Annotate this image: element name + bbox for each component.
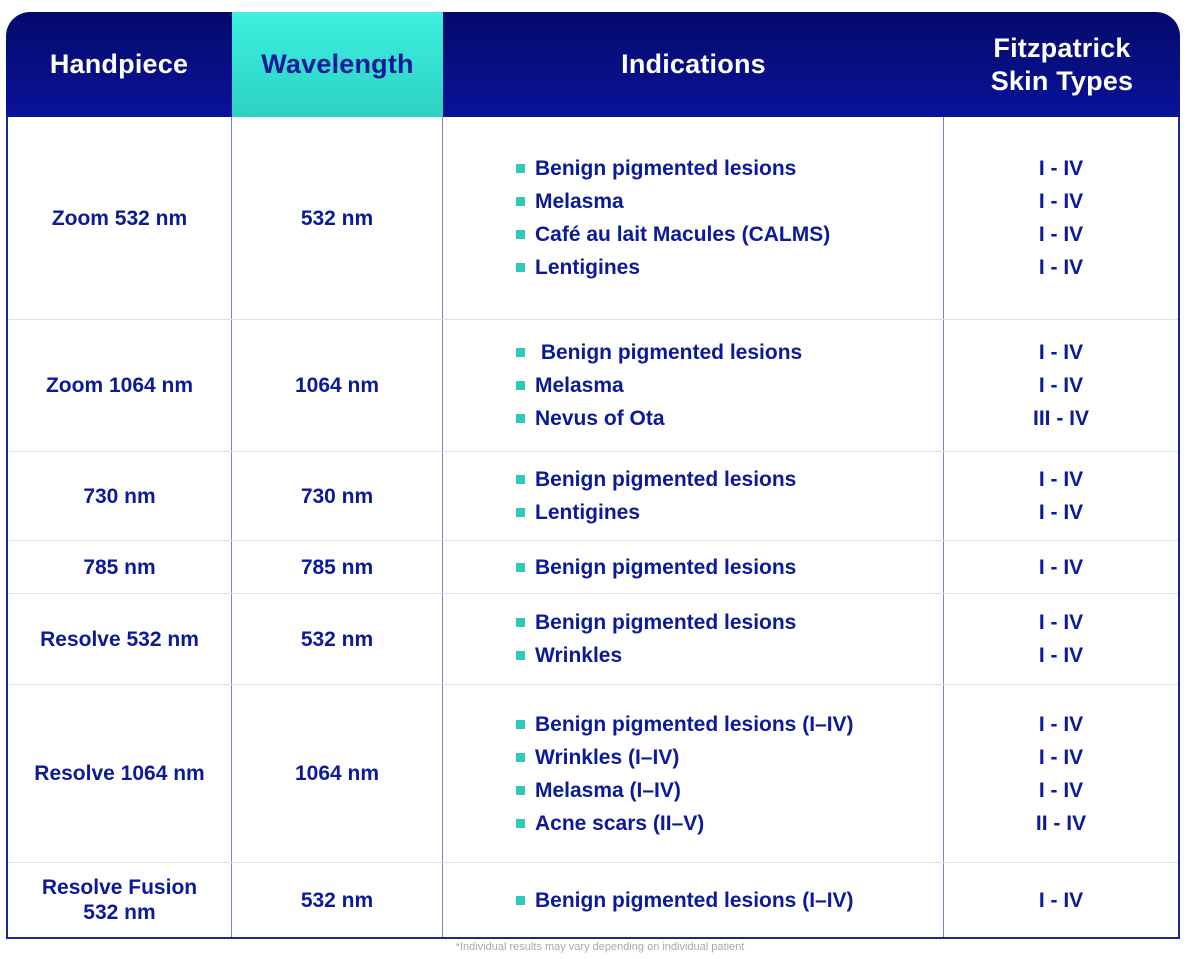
skin-type-text: I - IV: [1038, 468, 1084, 491]
skin-type-text: I - IV: [1038, 555, 1084, 579]
square-bullet-icon: [516, 819, 525, 828]
skin-type-text: I - IV: [1038, 745, 1084, 769]
skin-type-text: II - IV: [1035, 811, 1087, 835]
indications-cell: [443, 594, 944, 684]
indication-text: Benign pigmented lesions: [535, 555, 797, 579]
list-item: [516, 218, 830, 251]
header-skin-types-line1: Fitzpatrick: [993, 32, 1131, 63]
list-item: [516, 251, 830, 284]
table-row: [8, 862, 1178, 937]
indication-text: Melasma: [535, 374, 624, 397]
handpiece-line1: Resolve Fusion: [41, 876, 198, 899]
list-item: [516, 463, 796, 496]
indication-text: Café au lait Macules (CALMS): [535, 223, 831, 246]
header-wavelength: Wavelength: [232, 12, 443, 117]
indications-cell: [443, 117, 944, 319]
list-item: [516, 185, 830, 218]
handpiece-cell: Zoom 532 nm: [8, 117, 232, 319]
square-bullet-icon: [516, 164, 525, 173]
table-row: [8, 540, 1178, 593]
indications-list: [516, 152, 830, 284]
list-item: [516, 639, 796, 672]
handpiece-cell: Resolve 1064 nm: [8, 685, 232, 862]
square-bullet-icon: [516, 263, 525, 272]
wavelength-cell: 1064 nm: [232, 685, 443, 862]
skin-type-text: I - IV: [1038, 644, 1084, 667]
indications-cell: [443, 541, 944, 593]
skin-types-cell: [944, 452, 1178, 540]
wavelength-cell: 532 nm: [232, 594, 443, 684]
handpiece-line2: 532 nm: [83, 901, 156, 924]
square-bullet-icon: [516, 381, 525, 390]
header-skin-types-line2: Skin Types: [990, 65, 1134, 96]
table-row: [8, 451, 1178, 540]
square-bullet-icon: [516, 720, 525, 729]
indication-text: Melasma: [535, 190, 624, 213]
header-skin-types: [944, 12, 1180, 117]
table-row: [8, 319, 1178, 451]
list-item: [516, 741, 854, 774]
skin-type-text: I - IV: [1038, 501, 1084, 524]
skin-type-text: I - IV: [1038, 190, 1084, 213]
wavelength-cell: 730 nm: [232, 452, 443, 540]
indications-list: [516, 336, 802, 435]
list-item: [516, 152, 830, 185]
indications-list: [516, 463, 796, 529]
indications-list: [516, 551, 796, 584]
list-item: [516, 551, 796, 584]
list-item: [516, 606, 796, 639]
wavelength-cell: 1064 nm: [232, 320, 443, 451]
handpiece-cell: Resolve 532 nm: [8, 594, 232, 684]
list-item: [516, 336, 802, 369]
square-bullet-icon: [516, 348, 525, 357]
square-bullet-icon: [516, 786, 525, 795]
indication-text: Benign pigmented lesions (I–IV): [535, 888, 854, 912]
skin-type-text: I - IV: [1038, 256, 1084, 279]
indication-text: Wrinkles (I–IV): [535, 745, 680, 769]
skin-type-text: I - IV: [1038, 341, 1084, 364]
skin-type-text: I - IV: [1038, 712, 1084, 736]
skin-type-text: I - IV: [1038, 778, 1084, 802]
table-row: [8, 684, 1178, 862]
indication-text: Wrinkles: [535, 644, 623, 667]
table-row: [8, 593, 1178, 684]
header-handpiece: Handpiece: [49, 49, 189, 79]
list-item: [516, 884, 854, 917]
treatment-table: [6, 12, 1180, 939]
skin-type-text: I - IV: [1038, 157, 1084, 180]
square-bullet-icon: [516, 508, 525, 517]
indications-cell: [443, 320, 944, 451]
indication-text: Melasma (I–IV): [535, 778, 681, 802]
list-item: [516, 708, 854, 741]
indication-text: Benign pigmented lesions: [535, 157, 797, 180]
square-bullet-icon: [516, 563, 525, 572]
wavelength-cell: 785 nm: [232, 541, 443, 593]
skin-types-cell: [944, 320, 1178, 451]
skin-types-cell: [944, 594, 1178, 684]
list-item: [516, 496, 796, 529]
indications-list: [516, 884, 854, 917]
indications-cell: [443, 452, 944, 540]
indication-text: Acne scars (II–V): [535, 811, 705, 835]
footnote: *Individual results may vary depending on individual patient: [455, 941, 745, 953]
square-bullet-icon: [516, 414, 525, 423]
indications-cell: [443, 863, 944, 937]
indication-text: Benign pigmented lesions (I–IV): [535, 712, 854, 736]
indications-list: [516, 708, 854, 840]
skin-type-text: I - IV: [1038, 888, 1084, 912]
table-body: [6, 117, 1180, 939]
skin-type-text: III - IV: [1032, 407, 1089, 430]
handpiece-cell: [8, 863, 232, 937]
header-indications: Indications: [621, 49, 766, 79]
skin-type-text: I - IV: [1038, 223, 1084, 246]
table-header: [6, 12, 1180, 117]
handpiece-cell: 785 nm: [8, 541, 232, 593]
indications-cell: [443, 685, 944, 862]
wavelength-cell: 532 nm: [232, 117, 443, 319]
wavelength-cell: 532 nm: [232, 863, 443, 937]
skin-type-text: I - IV: [1038, 611, 1084, 634]
square-bullet-icon: [516, 197, 525, 206]
square-bullet-icon: [516, 230, 525, 239]
indication-text: Lentigines: [535, 501, 641, 524]
square-bullet-icon: [516, 896, 525, 905]
square-bullet-icon: [516, 651, 525, 660]
square-bullet-icon: [516, 753, 525, 762]
skin-type-text: I - IV: [1038, 374, 1084, 397]
indications-list: [516, 606, 796, 672]
indication-text: Benign pigmented lesions: [535, 341, 803, 364]
indication-text: Benign pigmented lesions: [535, 468, 797, 491]
list-item: [516, 774, 854, 807]
indication-text: Nevus of Ota: [535, 407, 665, 430]
list-item: [516, 807, 854, 840]
table-row: [8, 117, 1178, 319]
skin-types-cell: [944, 541, 1178, 593]
handpiece-cell: 730 nm: [8, 452, 232, 540]
list-item: [516, 369, 802, 402]
square-bullet-icon: [516, 475, 525, 484]
handpiece-cell: Zoom 1064 nm: [8, 320, 232, 451]
skin-types-cell: [944, 863, 1178, 937]
skin-types-cell: [944, 685, 1178, 862]
square-bullet-icon: [516, 618, 525, 627]
skin-types-cell: [944, 117, 1178, 319]
list-item: [516, 402, 802, 435]
indication-text: Benign pigmented lesions: [535, 611, 797, 634]
indication-text: Lentigines: [535, 256, 641, 279]
